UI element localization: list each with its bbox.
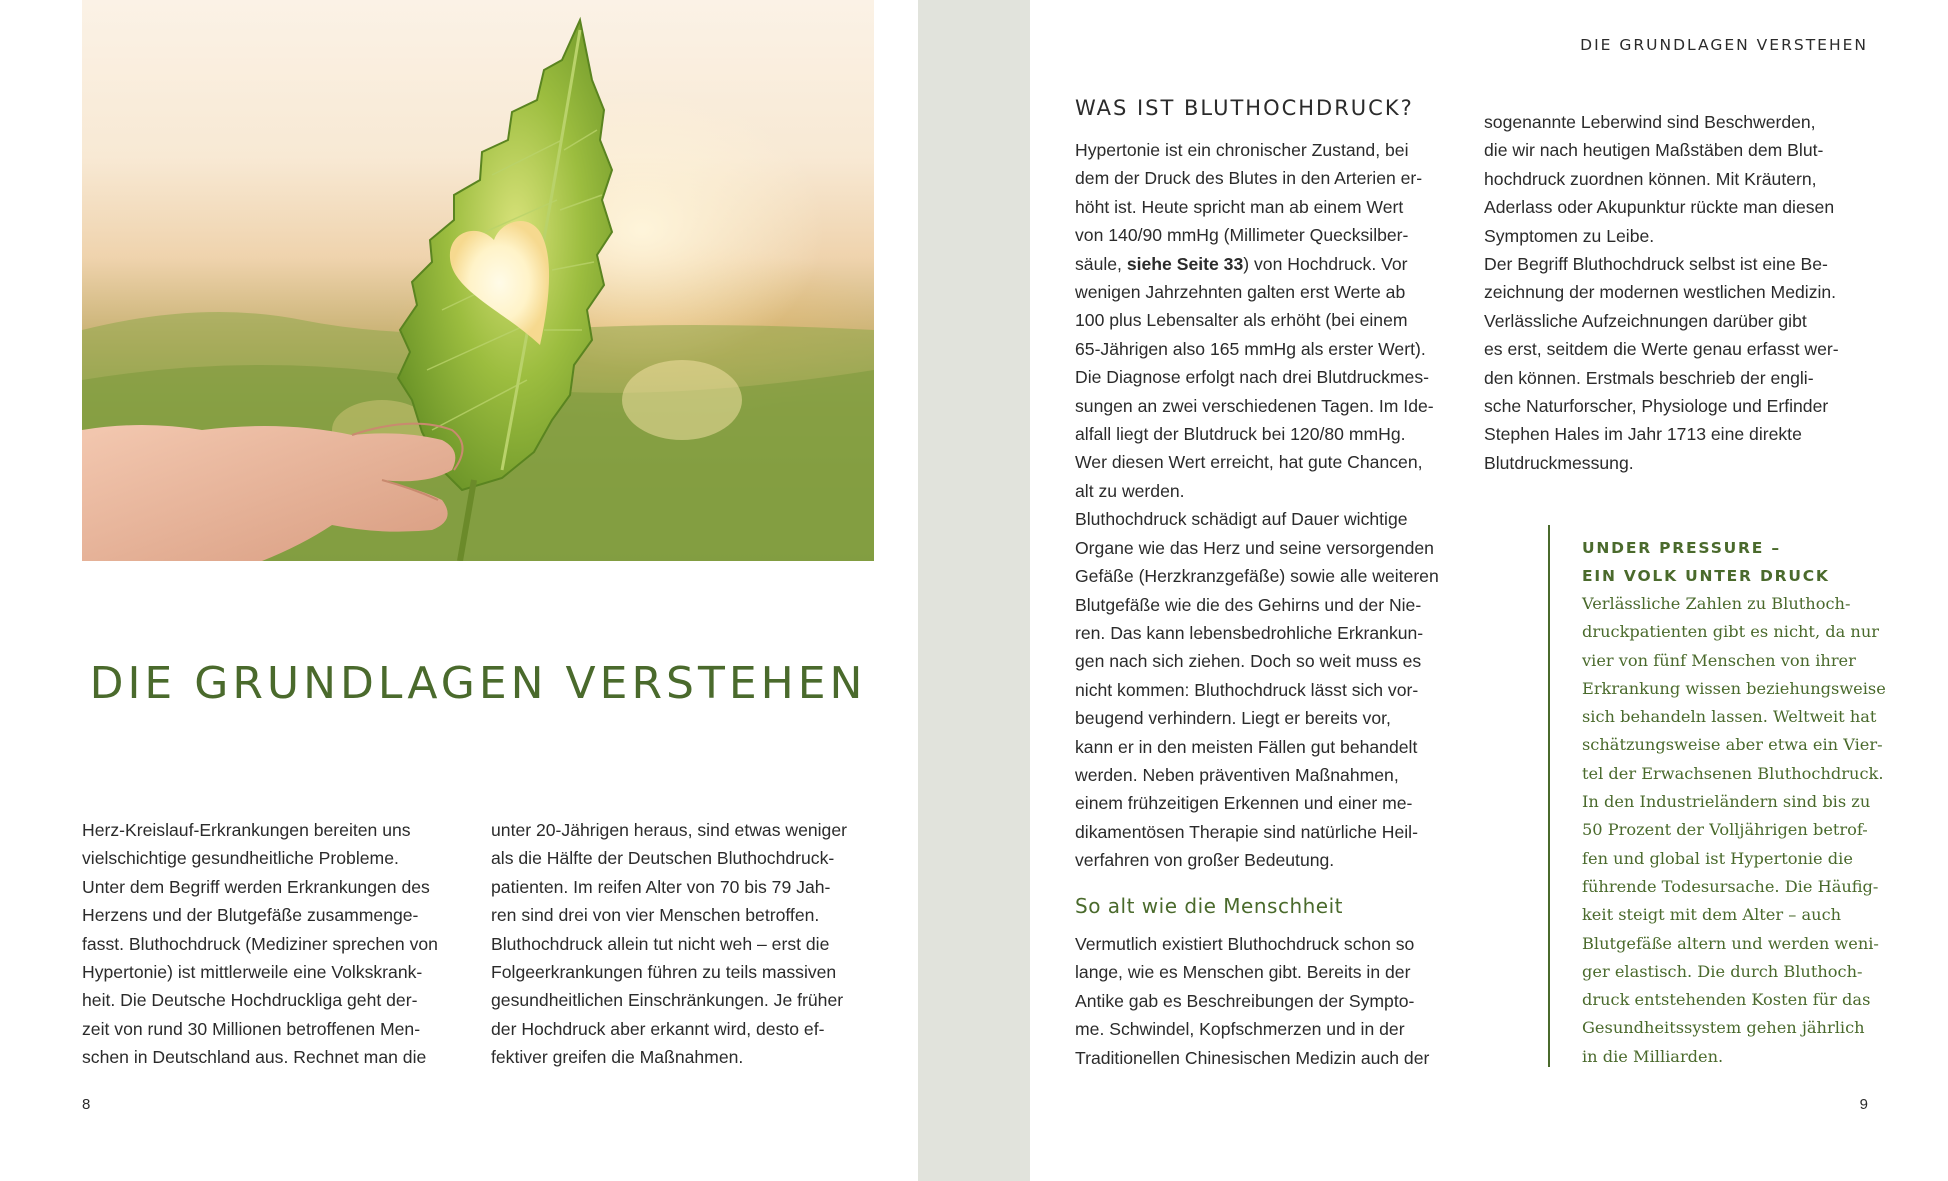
left-column-2 xyxy=(491,816,847,1072)
page-number-left: 8 xyxy=(82,1096,91,1113)
text-line: führende Todesursache. Die Häufig- xyxy=(1582,876,1879,896)
text-line: In den Industrieländern sind bis zu xyxy=(1582,792,1871,812)
text-line-with-reference xyxy=(1075,250,1439,278)
text-line: Die Diagnose erfolgt nach drei Blutdruckmes- xyxy=(1075,367,1429,388)
text-fragment: säule, xyxy=(1075,253,1127,274)
page-number-right: 9 xyxy=(1859,1096,1868,1113)
text-line: gen nach sich ziehen. Doch so weit muss es xyxy=(1075,651,1422,672)
text-line: Blutdruckmessung. xyxy=(1484,452,1634,473)
right-column-1-continued xyxy=(1075,930,1429,1072)
text-line: sich behandeln lassen. Weltweit hat xyxy=(1582,707,1877,727)
text-line: Organe wie das Herz und seine versorgenden xyxy=(1075,537,1434,558)
text-line: Bluthochdruck allein tut nicht weh – erst die xyxy=(491,933,830,954)
text-line: Blutgefäße altern und werden weni- xyxy=(1582,933,1879,953)
text-line: ren sind drei von vier Menschen betroffen. xyxy=(491,905,820,926)
text-line: die wir nach heutigen Maßstäben dem Blut- xyxy=(1484,140,1824,161)
book-gutter xyxy=(918,0,1030,1181)
text-line: von 140/90 mmHg (Millimeter Quecksilber- xyxy=(1075,225,1409,246)
chapter-title: DIE GRUNDLAGEN VERSTEHEN xyxy=(89,658,867,709)
left-column-1 xyxy=(82,816,438,1072)
text-line: Erkrankung wissen beziehungsweise xyxy=(1582,678,1886,698)
text-line: sogenannte Leberwind sind Beschwerden, xyxy=(1484,112,1816,132)
text-line: Unter dem Begriff werden Erkrankungen des xyxy=(82,876,430,897)
text-line: verfahren von großer Bedeutung. xyxy=(1075,850,1335,871)
text-line: hochdruck zuordnen können. Mit Kräutern, xyxy=(1484,168,1817,189)
text-line: 65-Jährigen also 165 mmHg als erster Wert). xyxy=(1075,338,1426,359)
text-line: alt zu werden. xyxy=(1075,480,1185,501)
text-line: druckpatienten gibt es nicht, da nur xyxy=(1582,622,1879,642)
text-line: es erst, seitdem die Werte genau erfasst wer- xyxy=(1484,339,1839,360)
text-line: Hypertonie) ist mittlerweile eine Volkskrank- xyxy=(82,962,423,983)
text-line: Hypertonie ist ein chronischer Zustand, bei xyxy=(1075,140,1409,160)
text-line: me. Schwindel, Kopfschmerzen und in der xyxy=(1075,1019,1405,1040)
text-line: heit. Die Deutsche Hochdruckliga geht der- xyxy=(82,990,418,1011)
text-line: druck entstehenden Kosten für das xyxy=(1582,990,1871,1010)
text-line: Antike gab es Beschreibungen der Sympto- xyxy=(1075,990,1415,1011)
text-line: patienten. Im reifen Alter von 70 bis 79 Jah- xyxy=(491,876,831,897)
text-line: unter 20-Jährigen heraus, sind etwas weniger xyxy=(491,820,847,840)
text-line: Stephen Hales im Jahr 1713 eine direkte xyxy=(1484,424,1802,445)
text-line: Verlässliche Aufzeichnungen darüber gibt xyxy=(1484,310,1807,331)
section-heading: WAS IST BLUTHOCHDRUCK? xyxy=(1075,96,1414,120)
page-reference-link[interactable]: siehe Seite 33 xyxy=(1126,253,1244,274)
text-line: schätzungsweise aber etwa ein Vier- xyxy=(1582,735,1883,755)
right-column-2 xyxy=(1484,108,1839,477)
text-line: einem frühzeitigen Erkennen und einer me- xyxy=(1075,793,1413,814)
info-box-text xyxy=(1582,590,1886,1071)
text-line: vier von fünf Menschen von ihrer xyxy=(1582,650,1856,670)
text-line: dikamentösen Therapie sind natürliche Heil- xyxy=(1075,821,1418,842)
text-line: Der Begriff Bluthochdruck selbst ist eine Be- xyxy=(1484,254,1828,275)
text-line: fasst. Bluthochdruck (Mediziner sprechen von xyxy=(82,933,438,954)
text-line: ger elastisch. Die durch Bluthoch- xyxy=(1582,961,1863,981)
text-line: wenigen Jahrzehnten galten erst Werte ab xyxy=(1075,282,1406,303)
text-line: Gefäße (Herzkranzgefäße) sowie alle weiteren xyxy=(1075,566,1439,587)
leaf-heart-photo xyxy=(82,0,874,561)
text-line: dem der Druck des Blutes in den Arterien er- xyxy=(1075,168,1423,189)
running-head: DIE GRUNDLAGEN VERSTEHEN xyxy=(1580,36,1868,54)
text-line: Herz-Kreislauf-Erkrankungen bereiten uns xyxy=(82,820,411,840)
text-line: ren. Das kann lebensbedrohliche Erkrankun- xyxy=(1075,622,1424,643)
text-line: lange, wie es Menschen gibt. Bereits in der xyxy=(1075,962,1411,983)
text-line: Symptomen zu Leibe. xyxy=(1484,225,1655,246)
text-line: Wer diesen Wert erreicht, hat gute Chancen, xyxy=(1075,452,1423,473)
text-line: zeit von rund 30 Millionen betroffenen Men- xyxy=(82,1018,421,1039)
text-line: werden. Neben präventiven Maßnahmen, xyxy=(1075,764,1399,785)
text-line: nicht kommen: Bluthochdruck lässt sich vor- xyxy=(1075,679,1419,700)
title-line: UNDER PRESSURE – xyxy=(1582,539,1781,557)
text-line: Blutgefäße wie die des Gehirns und der Nie- xyxy=(1075,594,1422,615)
text-line: Traditionellen Chinesischen Medizin auch der xyxy=(1075,1047,1430,1068)
text-line: zeichnung der modernen westlichen Medizin. xyxy=(1484,282,1837,303)
text-line: Gesundheitssystem gehen jährlich xyxy=(1582,1018,1865,1038)
text-line: sungen an zwei verschiedenen Tagen. Im Ide- xyxy=(1075,395,1434,416)
info-box-title xyxy=(1582,534,1830,591)
text-line: kann er in den meisten Fällen gut behandelt xyxy=(1075,736,1418,757)
text-line: gesundheitlichen Einschränkungen. Je früher xyxy=(491,990,844,1011)
text-line: der Hochdruck aber erkannt wird, desto ef- xyxy=(491,1018,825,1039)
leaf-heart-illustration xyxy=(82,0,874,561)
text-line: fen und global ist Hypertonie die xyxy=(1582,848,1853,868)
text-line: vielschichtige gesundheitliche Probleme. xyxy=(82,848,399,869)
text-line: 100 plus Lebensalter als erhöht (bei einem xyxy=(1075,310,1408,331)
text-line: den können. Erstmals beschrieb der engli- xyxy=(1484,367,1814,388)
text-line: Aderlass oder Akupunktur rückte man diesen xyxy=(1484,197,1835,218)
text-fragment: ) von Hochdruck. Vor xyxy=(1243,253,1408,274)
text-line: fektiver greifen die Maßnahmen. xyxy=(491,1047,744,1068)
text-line: Bluthochdruck schädigt auf Dauer wichtige xyxy=(1075,509,1408,530)
text-line: als die Hälfte der Deutschen Bluthochdruck- xyxy=(491,848,835,869)
text-line: Verlässliche Zahlen zu Bluthoch- xyxy=(1582,594,1851,613)
text-line: sche Naturforscher, Physiologe und Erfinder xyxy=(1484,396,1829,417)
text-line: in die Milliarden. xyxy=(1582,1046,1724,1066)
text-line: schen in Deutschland aus. Rechnet man die xyxy=(82,1047,427,1068)
text-line: beugend verhindern. Liegt er bereits vor, xyxy=(1075,708,1391,729)
text-line: keit steigt mit dem Alter – auch xyxy=(1582,905,1842,925)
text-line: 50 Prozent der Volljährigen betrof- xyxy=(1582,820,1868,840)
sub-heading: So alt wie die Menschheit xyxy=(1075,894,1343,918)
text-line: Herzens und der Blutgefäße zusammenge- xyxy=(82,905,419,926)
text-line: alfall liegt der Blutdruck bei 120/80 mmHg. xyxy=(1075,424,1406,445)
text-line: Vermutlich existiert Bluthochdruck schon so xyxy=(1075,934,1415,954)
text-line: tel der Erwachsenen Bluthochdruck. xyxy=(1582,763,1884,783)
right-column-1 xyxy=(1075,136,1439,875)
text-line: Folgeerkrankungen führen zu teils massiven xyxy=(491,962,837,983)
title-line: EIN VOLK UNTER DRUCK xyxy=(1582,567,1830,586)
text-line: höht ist. Heute spricht man ab einem Wert xyxy=(1075,196,1404,217)
